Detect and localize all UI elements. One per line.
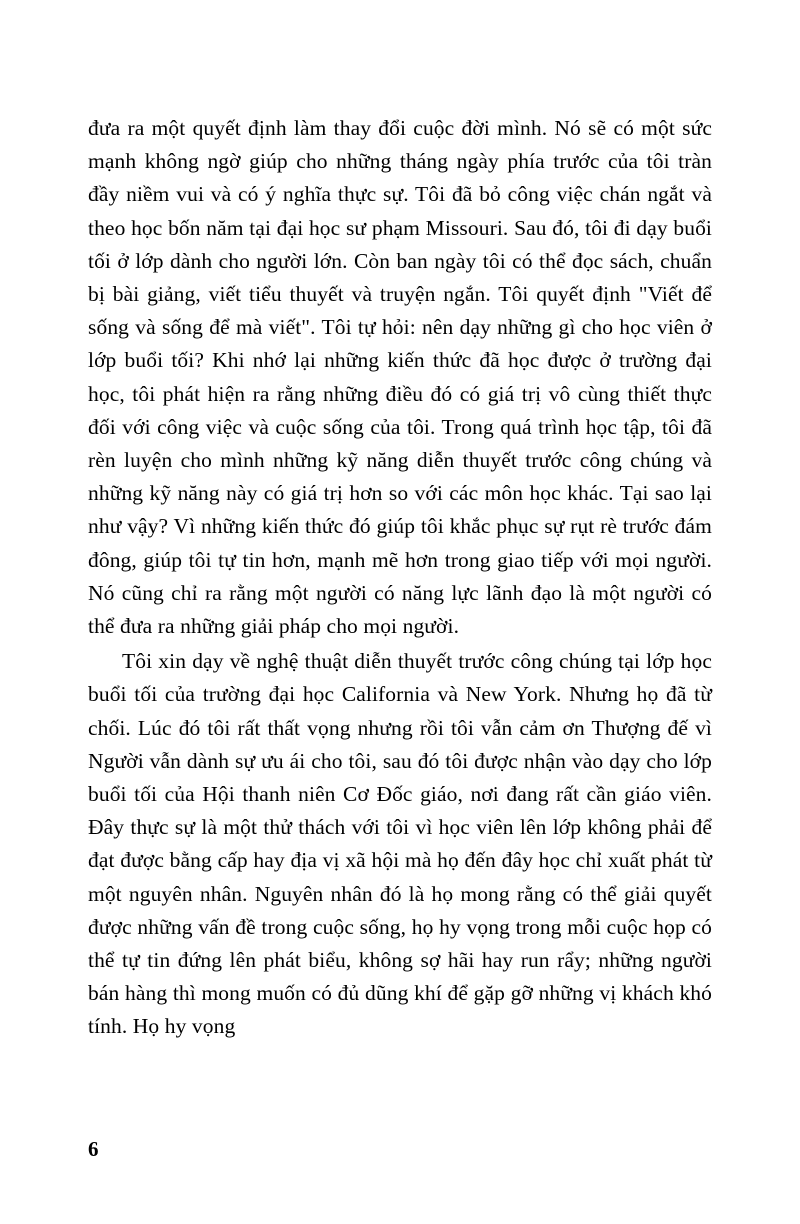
paragraph: Tôi xin dạy về nghệ thuật diễn thuyết trước công chúng tại lớp học buổi tối của trường đại học California và New York. Nhưng họ đã từ chối. Lúc đó tôi rất thất vọng nhưng rồi tôi vẫn cảm ơn Thượng đế vì Người vẫn dành sự ưu ái cho tôi, sau đó tôi được nhận vào dạy cho lớp buổi tối của Hội thanh niên Cơ Đốc giáo, nơi đang rất cần giáo viên. Đây thực sự là một thử thách với tôi vì học viên lên lớp không phải để đạt được bằng cấp hay địa vị xã hội mà họ đến đây học chỉ xuất phát từ một nguyên nhân. Nguyên nhân đó là họ mong rằng có thể giải quyết được những vấn đề trong cuộc sống, họ hy vọng trong mỗi cuộc họp có thể tự tin đứng lên phát biểu, không sợ hãi hay run rẩy; những người bán hàng thì mong muốn có đủ dũng khí để gặp gỡ những vị khách khó tính. Họ hy vọng	[88, 649, 712, 1039]
page-body	[88, 112, 712, 1044]
page-number: 6	[88, 1137, 99, 1161]
paragraph: đưa ra một quyết định làm thay đổi cuộc đời mình. Nó sẽ có một sức mạnh không ngờ giúp cho những tháng ngày phía trước của tôi tràn đầy niềm vui và có ý nghĩa thực sự. Tôi đã bỏ công việc chán ngắt và theo học bốn năm tại đại học sư phạm Missouri. Sau đó, tôi đi dạy buổi tối ở lớp dành cho người lớn. Còn ban ngày tôi có thể đọc sách, chuẩn bị bài giảng, viết tiểu thuyết và truyện ngắn. Tôi quyết định "Viết để sống và sống để mà viết". Tôi tự hỏi: nên dạy những gì cho học viên ở lớp buổi tối? Khi nhớ lại những kiến thức đã học được ở trường đại học, tôi phát hiện ra rằng những điều đó có giá trị vô cùng thiết thực đối với công việc và cuộc sống của tôi. Trong quá trình học tập, tôi đã rèn luyện cho mình những kỹ năng diễn thuyết trước công chúng và những kỹ năng này có giá trị hơn so với các môn học khác. Tại sao lại như vậy? Vì những kiến thức đó giúp tôi khắc phục sự rụt rè trước đám đông, giúp tôi tự tin hơn, mạnh mẽ hơn trong giao tiếp với mọi người. Nó cũng chỉ ra rằng một người có năng lực lãnh đạo là một người có thể đưa ra những giải pháp cho mọi người.	[88, 116, 712, 639]
